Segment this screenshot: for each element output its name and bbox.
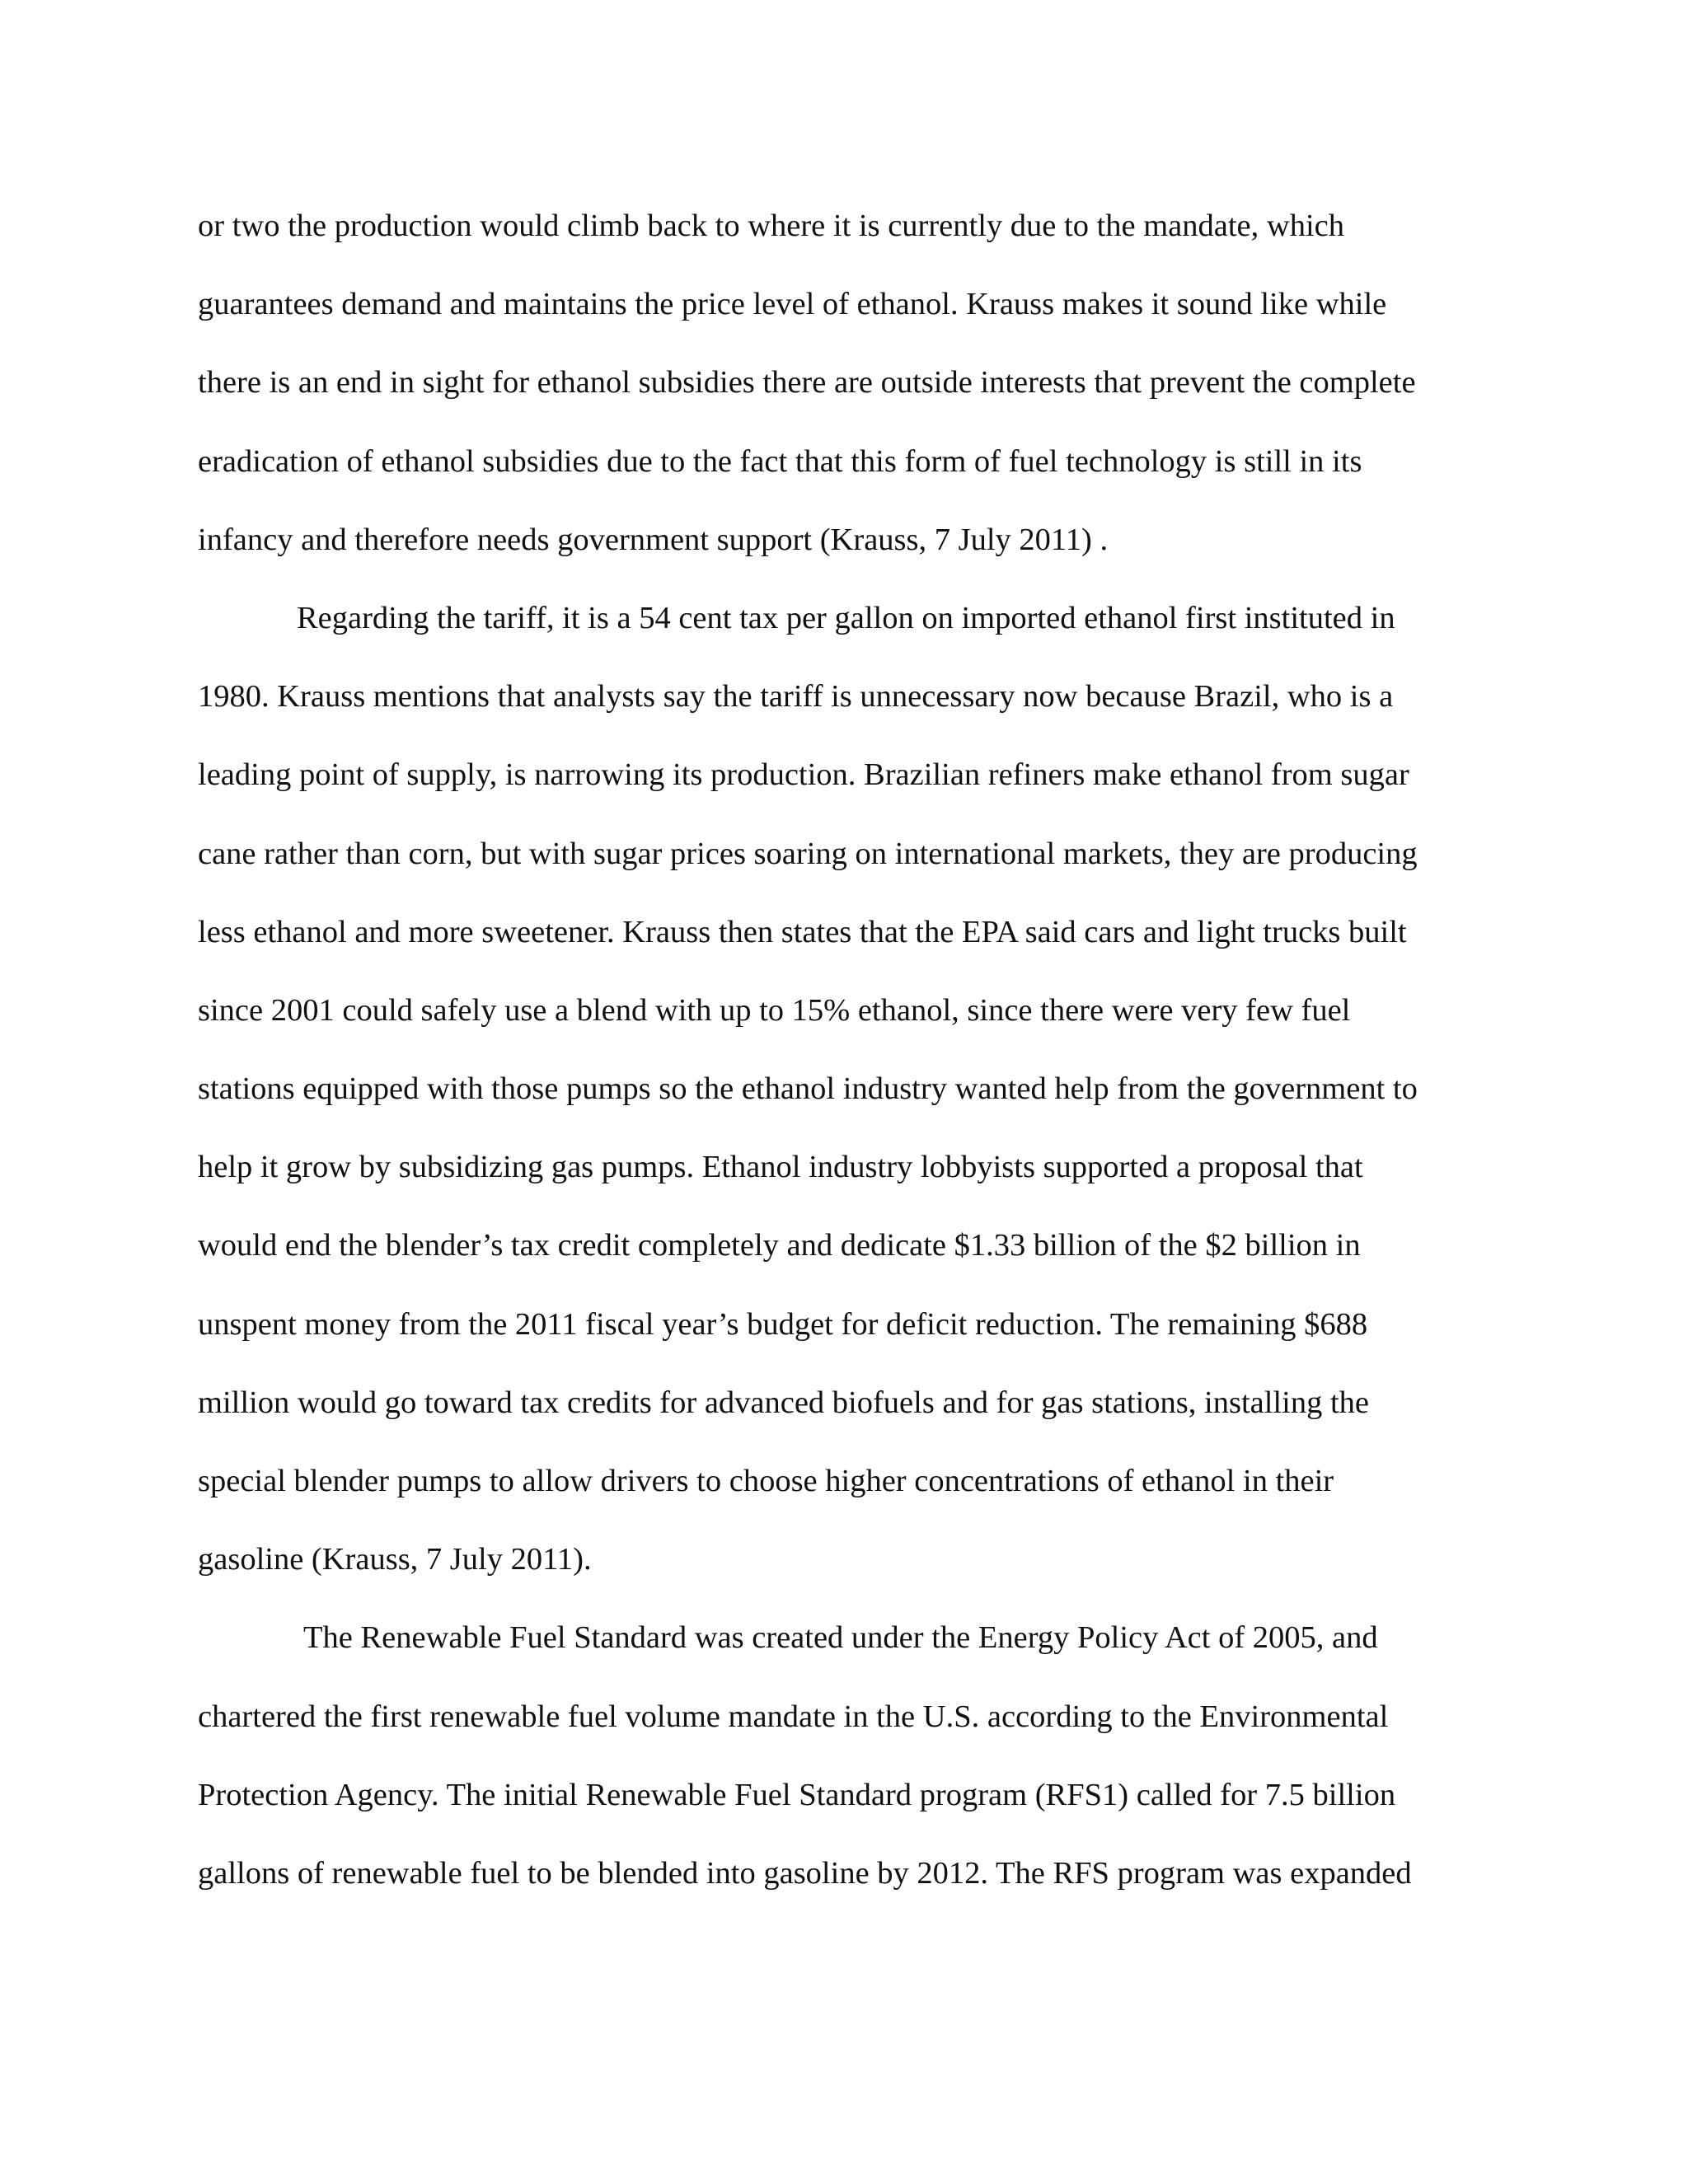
paragraph-2-line-11: million would go toward tax credits for advanced biofuels and for gas stations, installing the [198,1385,1369,1420]
paragraph-2-line-13: gasoline (Krauss, 7 July 2011). [198,1542,592,1577]
paragraph-1-line-1: or two the production would climb back to where it is currently due to the mandate, which [198,209,1344,243]
paragraph-1-line-5: infancy and therefore needs government support (Krauss, 7 July 2011) . [198,522,1109,557]
paragraph-2-line-3: leading point of supply, is narrowing its production. Brazilian refiners make ethanol from sugar [198,757,1409,793]
paragraph-1-line-2: guarantees demand and maintains the price level of ethanol. Krauss makes it sound like while [198,287,1387,322]
paragraph-3-line-4: gallons of renewable fuel to be blended into gasoline by 2012. The RFS program was expanded [198,1855,1412,1891]
paragraph-3-line-2: chartered the first renewable fuel volume mandate in the U.S. according to the Environmental [198,1699,1389,1734]
paragraph-2-line-8: help it grow by subsidizing gas pumps. Ethanol industry lobbyists supported a proposal that [198,1150,1363,1185]
paragraph-2-line-10: unspent money from the 2011 fiscal year’s budget for deficit reduction. The remaining $688 [198,1306,1368,1342]
paragraph-2-line-6: since 2001 could safely use a blend with up to 15% ethanol, since there were very few fuel [198,992,1351,1028]
paragraph-2-line-4: cane rather than corn, but with sugar prices soaring on international markets, they are producing [198,836,1418,871]
paragraph-3-line-3: Protection Agency. The initial Renewable Fuel Standard program (RFS1) called for 7.5 billion [198,1777,1396,1812]
paragraph-2-line-2: 1980. Krauss mentions that analysts say the tariff is unnecessary now because Brazil, who is a [198,679,1394,715]
paragraph-2-line-9: would end the blender’s tax credit completely and dedicate $1.33 billion of the $2 billion in [198,1228,1361,1263]
paragraph-2-line-5: less ethanol and more sweetener. Krauss then states that the EPA said cars and light trucks built [198,914,1407,949]
body-text [198,187,1492,1913]
paragraph-3-line-1: The Renewable Fuel Standard was created under the Energy Policy Act of 2005, and [303,1620,1378,1656]
paragraph-1-line-4: eradication of ethanol subsidies due to the fact that this form of fuel technology is still in its [198,443,1362,479]
paragraph-2-line-1: Regarding the tariff, it is a 54 cent tax per gallon on imported ethanol first instituted in [297,600,1395,635]
paragraph-2-line-7: stations equipped with those pumps so the ethanol industry wanted help from the government to [198,1071,1418,1107]
paragraph-1-line-3: there is an end in sight for ethanol subsidies there are outside interests that prevent the complete [198,365,1416,401]
paragraph-2-line-12: special blender pumps to allow drivers to choose higher concentrations of ethanol in their [198,1464,1334,1498]
